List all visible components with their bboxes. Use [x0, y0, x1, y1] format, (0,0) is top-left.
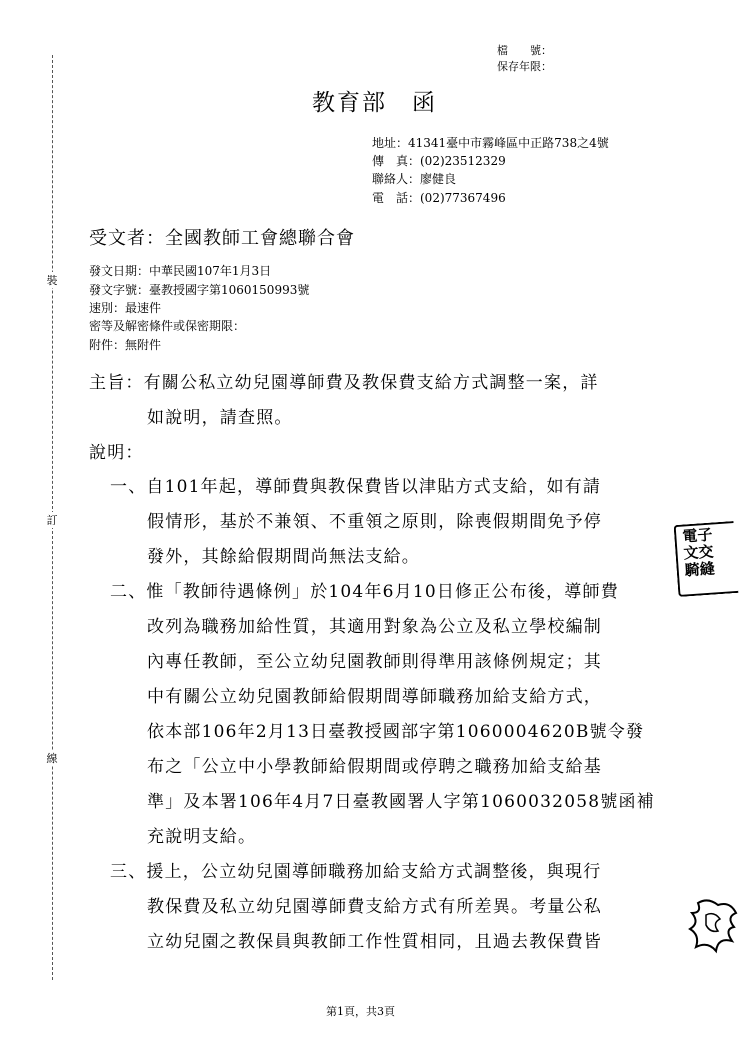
item-line: 三、援上，公立幼兒園導師職務加給支給方式調整後，與現行: [110, 862, 602, 882]
contact-person: 聯絡人：廖健良: [372, 172, 457, 186]
item-line: 中有關公立幼兒園教師給假期間導師職務加給支給方式，: [147, 687, 602, 707]
item-line: 二、惟「教師待遇條例」於104年6月10日修正公布後，導師費: [110, 582, 619, 602]
explanation-label: 說明：: [89, 443, 144, 463]
binding-mark-xian: 線: [46, 752, 58, 765]
document-number: 發文字號：臺教授國字第1060150993號: [89, 283, 310, 297]
attachment: 附件：無附件: [89, 338, 162, 352]
address: 地址：41341臺中市霧峰區中正路738之4號: [372, 136, 609, 150]
seal-icon: [688, 895, 738, 955]
phone: 電 話：(02)77367496: [372, 191, 506, 205]
item-line: 改列為職務加給性質，其適用對象為公立及私立學校編制: [147, 617, 602, 637]
item-line: 準」及本署106年4月7日臺教國署人字第1060032058號函補: [147, 792, 655, 812]
fax: 傳 真：(02)23512329: [372, 154, 506, 168]
item-line: 布之「公立中小學教師給假期間或停聘之職務加給支給基: [147, 757, 602, 777]
file-number-label: 檔 號：: [497, 44, 552, 57]
item-line: 依本部106年2月13日臺教授國部字第1060004620B號令發: [147, 722, 645, 742]
binding-mark-zhuang: 裝: [46, 274, 58, 287]
item-line: 內專任教師，至公立幼兒園教師則得準用該條例規定；其: [147, 652, 602, 672]
item-line: 教保費及私立幼兒園導師費支給方式有所差異。考量公私: [147, 897, 602, 917]
item-line: 發外，其餘給假期間尚無法支給。: [147, 547, 420, 567]
document-title: 教育部 函: [312, 90, 437, 116]
dispatch-date: 發文日期：中華民國107年1月3日: [89, 264, 272, 278]
page-footer: 第1頁，共3頁: [326, 1005, 395, 1018]
item-line: 假情形，基於不兼領、不重領之原則，除喪假期間免予停: [147, 512, 602, 532]
electronic-exchange-stamp: 電子 文交 騎縫: [674, 521, 739, 597]
security-level: 密等及解密條件或保密期限：: [89, 319, 246, 333]
binding-mark-ding: 訂: [46, 514, 58, 527]
delivery-speed: 速別：最速件: [89, 301, 162, 315]
item-line: 一、自101年起，導師費與教保費皆以津貼方式支給，如有請: [110, 477, 602, 497]
subject-line-1: 主旨：有關公私立幼兒園導師費及教保費支給方式調整一案，詳: [89, 373, 599, 393]
item-line: 充說明支給。: [147, 827, 257, 847]
subject-line-2: 如說明，請查照。: [147, 408, 293, 428]
retention-period-label: 保存年限：: [497, 60, 552, 73]
item-line: 立幼兒園之教保員與教師工作性質相同，且過去教保費皆: [147, 932, 602, 952]
recipient: 受文者：全國教師工會總聯合會: [89, 228, 355, 249]
